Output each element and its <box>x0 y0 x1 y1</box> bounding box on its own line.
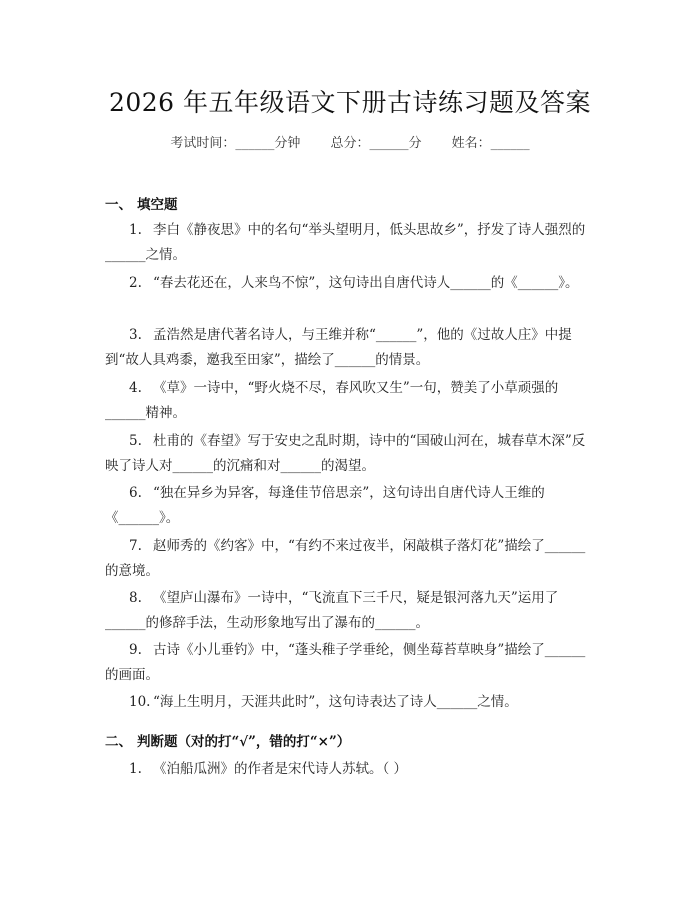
fill-question <box>105 323 593 373</box>
question-number: 1. <box>129 761 142 777</box>
question-text: 《泊船瓜洲》的作者是宋代诗人苏轼。（ ） <box>153 761 408 777</box>
question-text: 古诗《小儿垂钓》中，“蓬头稚子学垂纶，侧坐莓苔草映身”描绘了______的画面。 <box>105 642 586 683</box>
section-title: 填空题 <box>137 197 178 213</box>
section-number: 一、 <box>105 197 132 213</box>
question-number: 6. <box>129 485 142 501</box>
total-score-field: 总分：______分 <box>330 136 422 151</box>
question-number: 2. <box>129 275 142 291</box>
question-text: 《草》一诗中，“野火烧不尽，春风吹又生”一句，赞美了小草顽强的______精神。 <box>105 380 559 421</box>
fill-question <box>105 218 593 268</box>
question-text: 孟浩然是唐代著名诗人，与王维并称“______”，他的《过故人庄》中提到“故人具鸡黍，邀我至田家”，描绘了______的情景。 <box>105 327 572 368</box>
question-text: 赵师秀的《约客》中，“有约不来过夜半，闲敲棋子落灯花”描绘了______的意境。 <box>105 538 586 579</box>
student-name-field: 姓名：______ <box>451 136 530 151</box>
fill-question <box>105 638 593 688</box>
question-number: 7. <box>129 538 142 554</box>
question-number: 4. <box>129 380 142 396</box>
question-text: “独在异乡为异客，每逢佳节倍思亲”，这句诗出自唐代诗人王维的《______》。 <box>105 485 545 526</box>
question-text: 杜甫的《春望》写于安史之乱时期，诗中的“国破山河在，城春草木深”反映了诗人对______的沉痛和对______的渴望。 <box>105 433 586 474</box>
question-text: “海上生明月，天涯共此时”，这句诗表达了诗人______之情。 <box>153 694 518 710</box>
question-text: 李白《静夜思》中的名句“举头望明月，低头思故乡”，抒发了诗人强烈的______之情。 <box>105 222 586 263</box>
question-number: 1. <box>129 222 142 238</box>
fill-question <box>105 481 593 531</box>
fill-question <box>105 429 593 479</box>
exam-meta <box>0 132 700 151</box>
page-title: 2026 年五年级语文下册古诗练习题及答案 <box>108 88 592 117</box>
fill-question <box>105 376 593 426</box>
question-number: 8. <box>129 590 142 606</box>
question-text: 《望庐山瀑布》一诗中，“飞流直下三千尺，疑是银河落九天”运用了______的修辞手法，生动形象地写出了瀑布的______。 <box>105 590 559 631</box>
question-number: 5. <box>129 433 142 449</box>
judge-question <box>105 757 593 782</box>
question-number: 3. <box>129 327 142 343</box>
question-number: 9. <box>129 642 142 658</box>
fill-question <box>105 690 593 715</box>
fill-question <box>105 586 593 636</box>
section-title: 判断题（对的打“√”，错的打“×”） <box>137 734 351 750</box>
section-heading-true-false <box>105 730 350 750</box>
question-number: 10. <box>129 694 151 710</box>
exam-time-field: 考试时间：______分钟 <box>170 136 301 151</box>
section-number: 二、 <box>105 734 132 750</box>
question-text: “春去花还在，人来鸟不惊”，这句诗出自唐代诗人______的《______》。 <box>153 275 579 291</box>
fill-question <box>105 534 593 584</box>
fill-question <box>105 271 593 296</box>
section-heading-fill-blank <box>105 193 178 213</box>
